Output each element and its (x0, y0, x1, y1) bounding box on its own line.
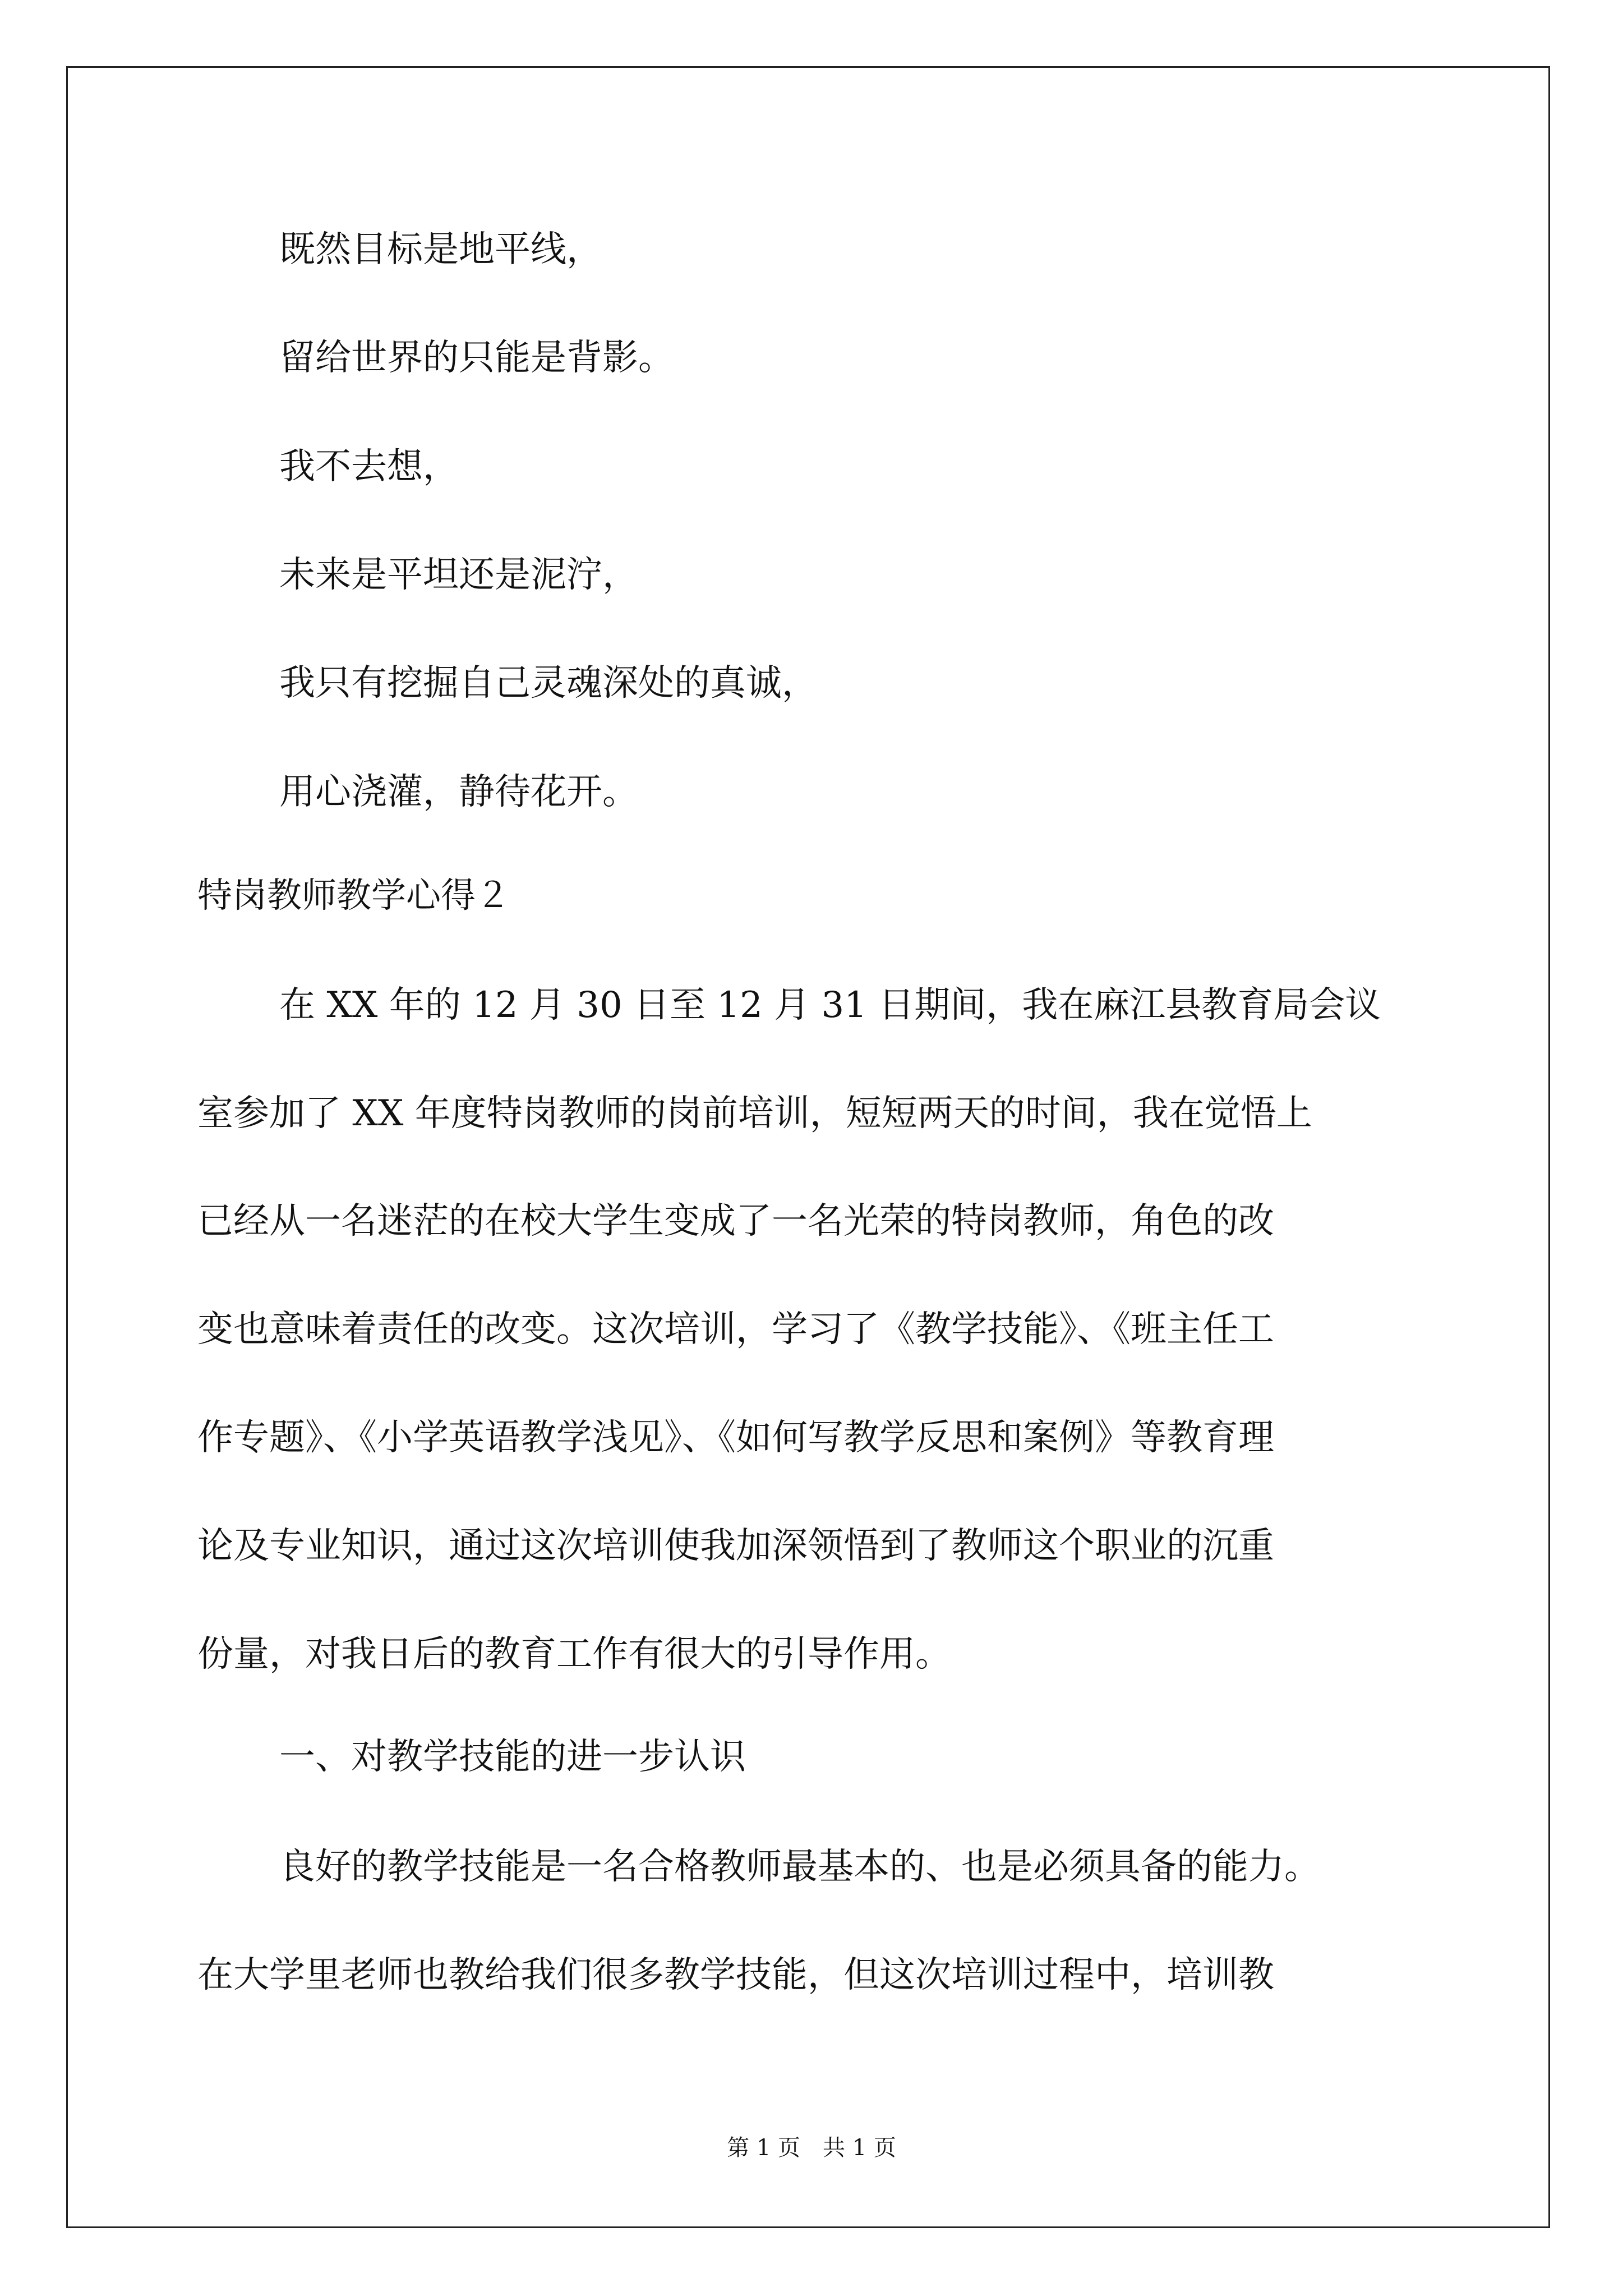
section-title: 特岗教师教学心得２ (197, 875, 511, 915)
poem-line: 我只有挖掘自己灵魂深处的真诚， (279, 662, 818, 704)
paragraph-line: 在 XX 年的 12 月 30 日至 12 月 31 日期间，我在麻江县教育局会议 (279, 984, 1381, 1026)
paragraph-line: 已经从一名迷茫的在校大学生变成了一名光荣的特岗教师，角色的改 (197, 1200, 1274, 1242)
paragraph-line: 室参加了 XX 年度特岗教师的岗前培训，短短两天的时间，我在觉悟上 (197, 1093, 1312, 1134)
paragraph-line: 论及专业知识，通过这次培训使我加深领悟到了教师这个职业的沉重 (197, 1525, 1274, 1567)
poem-line: 留给世界的只能是背影。 (279, 337, 674, 379)
poem-line: 既然目标是地平线， (279, 229, 602, 270)
poem-line: 未来是平坦还是泥泞， (279, 554, 638, 596)
paragraph-line: 作专题》、《小学英语教学浅见》、《如何写教学反思和案例》等教育理 (197, 1417, 1274, 1458)
subheading: 一、对教学技能的进一步认识 (279, 1736, 746, 1778)
poem-line: 用心浇灌，静待花开。 (279, 771, 638, 813)
paragraph-line: 良好的教学技能是一名合格教师最基本的、也是必须具备的能力。 (279, 1846, 1320, 1888)
paragraph-line: 份量，对我日后的教育工作有很大的引导作用。 (197, 1634, 951, 1675)
paragraph-line: 变也意味着责任的改变。这次培训，学习了《教学技能》、《班主任工 (197, 1309, 1274, 1350)
poem-line: 我不去想， (279, 446, 459, 487)
page-footer: 第 1 页 共 1 页 (727, 2135, 896, 2161)
paragraph-line: 在大学里老师也教给我们很多教学技能，但这次培训过程中，培训教 (197, 1954, 1274, 1996)
page-border (66, 66, 1550, 2228)
